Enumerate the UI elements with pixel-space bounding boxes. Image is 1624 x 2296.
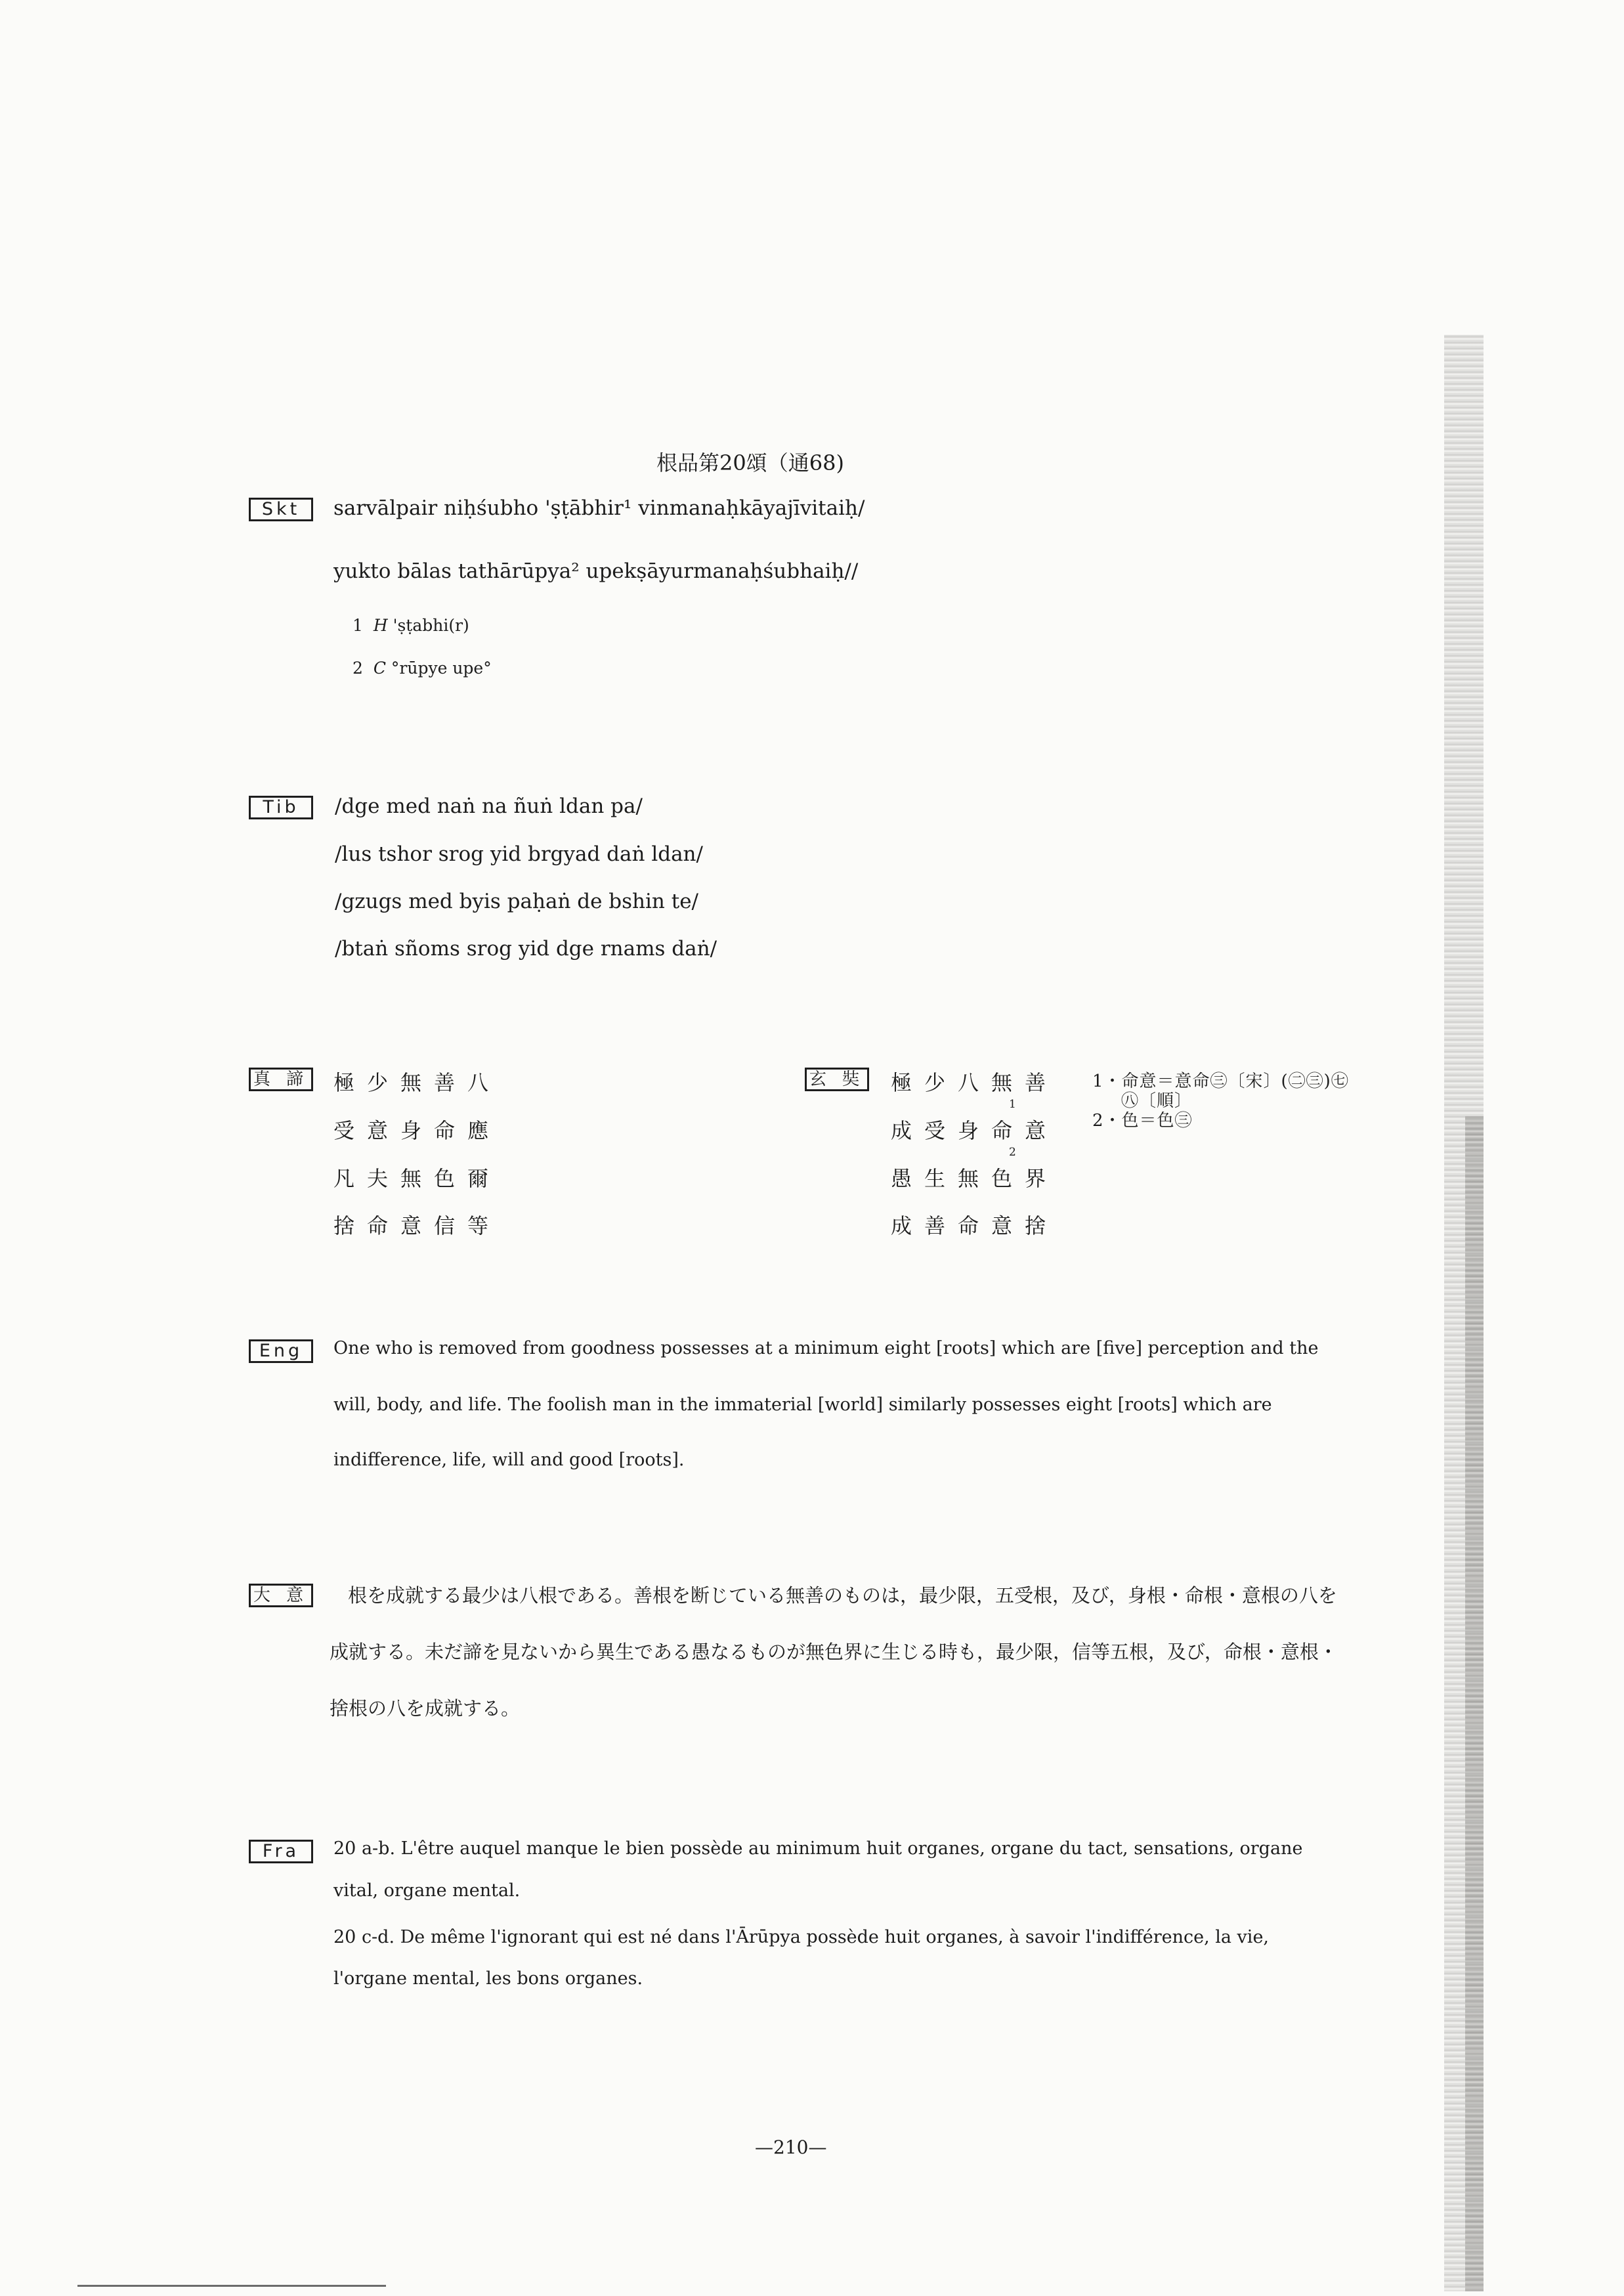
variant-note-2: 2・色＝色㊂	[1092, 1111, 1193, 1131]
fra-line-3: 20 c-d. De même l'ignorant qui est né dans l'Ārūpya possède huit organes, à savoir l'indifférence, la vie,	[333, 1927, 1270, 1947]
fra-line-2: vital, organe mental.	[333, 1880, 521, 1901]
label-fra: Fra	[249, 1840, 313, 1863]
footnote-siglum: C	[373, 659, 386, 678]
eng-line-3: indifference, life, will and good [roots].	[333, 1450, 685, 1470]
tib-line-1: /dge med naṅ na ñuṅ ldan pa/	[335, 794, 643, 818]
skt-footnote-1	[353, 616, 469, 635]
xuanzang-line-1: 極少八無善	[891, 1070, 1059, 1095]
tib-line-2: /lus tshor srog yid brgyad daṅ ldan/	[335, 842, 703, 866]
zhendi-line-4: 捨命意信等	[333, 1213, 502, 1238]
eng-line-1: One who is removed from goodness possesses at a minimum eight [roots] which are [five] perception and the	[333, 1338, 1319, 1358]
ja-line-2: 成就する。未だ諦を見ないから異生である愚なるものが無色界に生じる時も，最少限，信等五根，及び，命根・意根・	[330, 1641, 1338, 1663]
footnote-text: 'ṣṭabhi(r)	[393, 616, 469, 635]
eng-line-2: will, body, and life. The foolish man in the immaterial [world] similarly possesses eight [roots] which are	[333, 1395, 1272, 1415]
ja-line-3: 捨根の八を成就する。	[330, 1697, 521, 1720]
footnote-text: °rūpye upe°	[391, 659, 492, 678]
skt-line-1: sarvālpair niḥśubho 'ṣṭābhir¹ vinmanaḥkāyajīvitaiḥ/	[333, 496, 865, 520]
label-skt: Skt	[249, 498, 313, 521]
page-number: —210—	[755, 2136, 827, 2158]
ja-line-1: 根を成就する最少は八根である。善根を断じている無善のものは，最少限，五受根，及び，身根・命根・意根の八を	[348, 1584, 1337, 1607]
label-eng: Eng	[249, 1339, 313, 1363]
xuanzang-note-mark-2: 2	[1009, 1146, 1016, 1159]
zhendi-line-1: 極少無善八	[333, 1070, 502, 1095]
label-daii: 大 意	[249, 1584, 313, 1607]
variant-note-1: 1・命意＝意命㊂〔宋〕(㊁㊂)㊆	[1092, 1072, 1349, 1091]
fra-line-4: l'organe mental, les bons organes.	[333, 1968, 643, 1989]
fra-line-1: 20 a-b. L'être auquel manque le bien possède au minimum huit organes, organe du tact, sensations, organe	[333, 1838, 1303, 1859]
tib-line-3: /gzugs med byis paḥaṅ de bshin te/	[335, 890, 699, 913]
xuanzang-line-3: 愚生無色界	[891, 1166, 1059, 1191]
footer-rule	[77, 2285, 386, 2287]
label-tib: Tib	[249, 796, 313, 819]
footnote-siglum: H	[373, 616, 388, 635]
verse-heading: 根品第20頌（通68)	[656, 450, 844, 475]
skt-footnote-2	[353, 659, 492, 678]
zhendi-line-2: 受意身命應	[333, 1118, 502, 1143]
xuanzang-line-2: 成受身命意	[891, 1118, 1059, 1143]
scan-edge-shadow-dark	[1465, 1116, 1484, 2291]
tib-line-4: /btaṅ sñoms srog yid dge rnams daṅ/	[335, 937, 717, 961]
label-zhendi: 真 諦	[249, 1068, 313, 1091]
skt-line-2: yukto bālas tathārūpya² upekṣāyurmanaḥśubhaiḥ//	[333, 559, 859, 583]
footnote-number: 1	[353, 616, 363, 635]
footnote-number: 2	[353, 659, 363, 678]
label-xuanzang: 玄 奘	[805, 1068, 869, 1091]
variant-note-1-cont: ㊇〔順〕	[1121, 1091, 1193, 1111]
xuanzang-line-4: 成善命意捨	[891, 1213, 1059, 1238]
zhendi-line-3: 凡夫無色爾	[333, 1166, 502, 1191]
xuanzang-note-mark-1: 1	[1009, 1098, 1016, 1111]
